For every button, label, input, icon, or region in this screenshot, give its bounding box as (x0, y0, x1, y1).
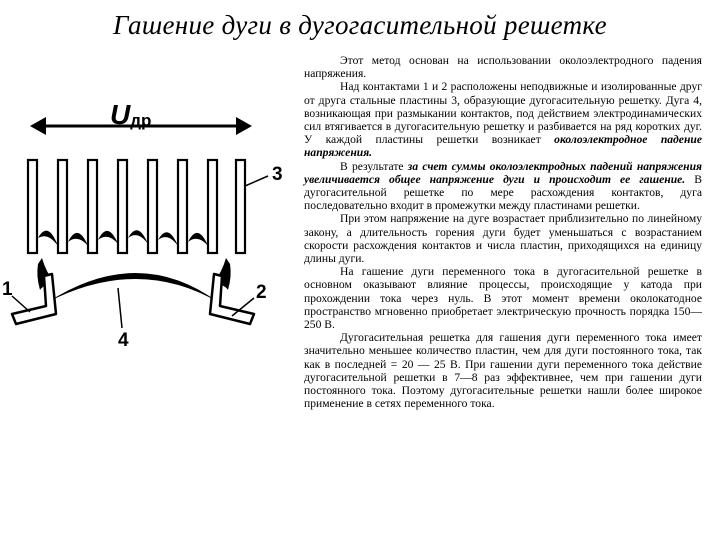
left-contact (12, 258, 56, 324)
label-3: 3 (272, 164, 283, 185)
voltage-label-main: U (110, 99, 131, 130)
plate (88, 160, 97, 253)
label-2: 2 (256, 282, 267, 303)
plate (118, 160, 127, 253)
label-1: 1 (2, 279, 13, 300)
short-arc (68, 233, 88, 246)
paragraph-2-emphasis: околоэлектродное падение напряжения. (304, 133, 702, 160)
right-contact (210, 258, 254, 324)
plate (28, 160, 37, 253)
body-text (304, 54, 702, 410)
plate (178, 160, 187, 253)
slide-title: Гашение дуги в дугогасительной решетке (113, 10, 607, 40)
paragraph-3-tail: В дугогасительной решетке по мере расхождения контактов, дуга последовательно входит в промежутки между пластинами решетки. (304, 172, 702, 213)
paragraph-5: На гашение дуги переменного тока в дугогасительной решетке в основном оказывают влияние процессы, происходящие у катода при прохождении тока через нуль. В этот момент времени околокатодное пространство мгновенно приобретает электрическую прочность порядка 150—250 В. (304, 265, 702, 332)
short-arc (98, 231, 118, 244)
plate (208, 160, 217, 253)
grid-plates (28, 160, 245, 253)
label-4: 4 (118, 330, 129, 351)
paragraph-3-lead: В результате (340, 159, 408, 173)
paragraph-1: Этот метод основан на использовании околоэлектродного падения напряжения. (304, 54, 702, 81)
short-arc (128, 230, 148, 244)
paragraph-2 (304, 80, 702, 159)
paragraph-3 (304, 160, 702, 213)
short-arc (158, 232, 178, 246)
voltage-label-sub: др (130, 111, 152, 130)
plate (148, 160, 157, 253)
main-arc (48, 273, 218, 302)
paragraph-4: При этом напряжение на дуге возрастает приблизительно по линейному закону, а длительность горения дуги будет уменьшаться с возрастанием скорости расхождения контактов и числа пластин, приходящихся на единицу длины дуги. (304, 212, 702, 266)
plate (236, 160, 245, 253)
short-arc (188, 233, 208, 246)
short-arc (38, 231, 58, 246)
paragraph-6: Дугогасительная решетка для гашения дуги переменного тока имеет значительно меньшее количество пластин, чем для дуги постоянного тока, так как в последней = 20 — 25 В. При гашении дуги переменного тока действие дугогасительной решетки в 7—8 раз эффективнее, чем при гашении дуги постоянного тока. Поэтому дугогасительные решетки нашли более широкое применение в сетях переменного тока. (304, 331, 702, 411)
plate (58, 160, 67, 253)
arc-chute-diagram (0, 80, 300, 380)
paragraph-2-text: Над контактами 1 и 2 расположены неподвижные и изолированные друг от друга стальные пластины 3, образующие дугогасительную решетку. Дуга 4, возникающая при размыкании контактов, под действием электродинамических сил втягивается в дугогасительную решетку и разбивается на ряд коротких дуг. У каждой пластины решетки возникает (304, 80, 702, 147)
paragraph-3-emphasis: за счет суммы околоэлектродных падений напряжения увеличивается общее напряжение дуги и происходит ее гашение. (304, 159, 703, 186)
